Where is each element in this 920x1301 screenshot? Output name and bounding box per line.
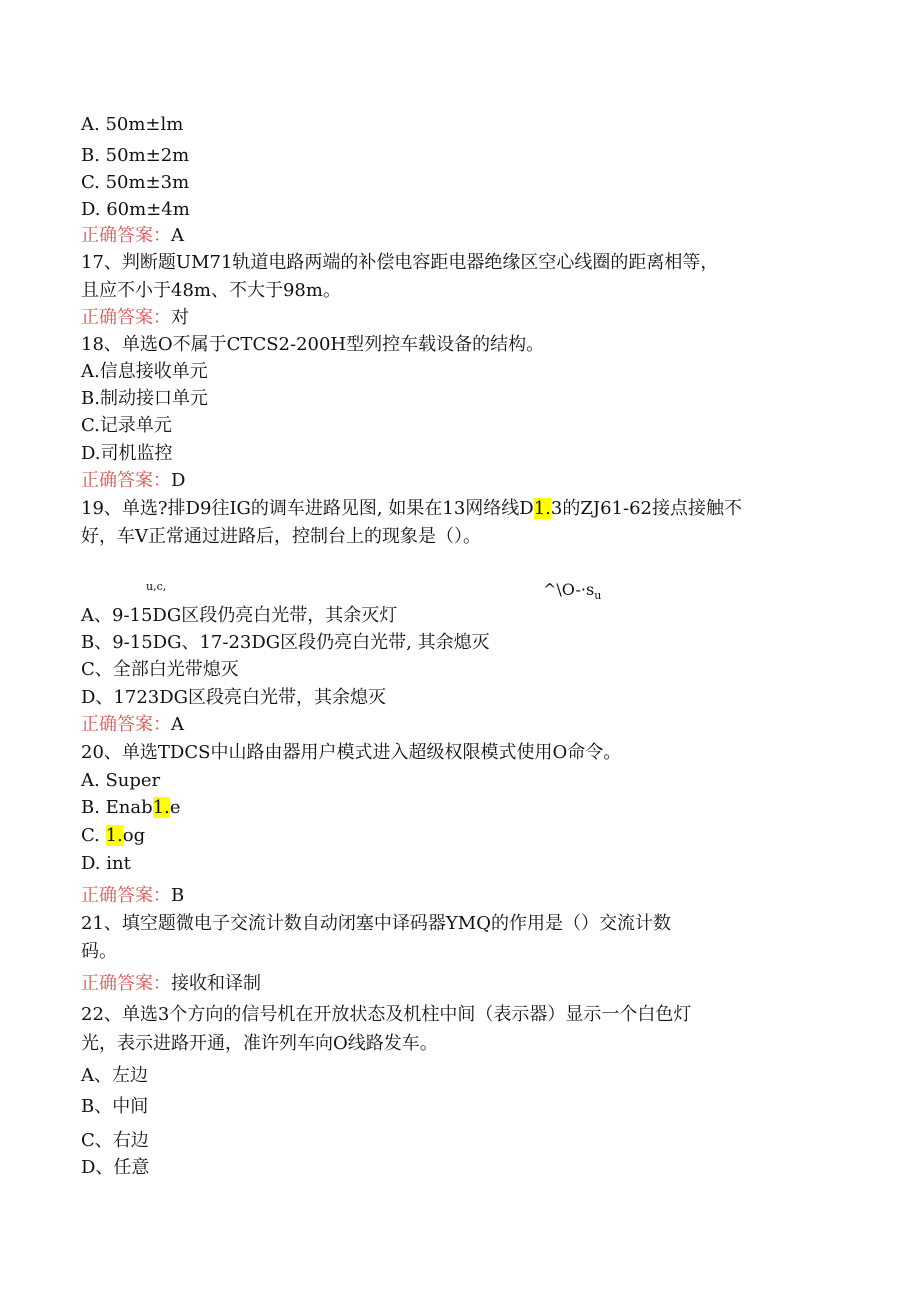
q21-stem-line1: 21、填空题微电子交流计数自动闭塞中译码器YMQ的作用是（）交流计数 xyxy=(81,913,671,934)
q19-stem-part: 3的ZJ61-62接点接触不 xyxy=(550,498,742,519)
q19-stem-line2: 好，车V正常通过进路后，控制台上的现象是（）。 xyxy=(81,526,481,547)
highlighted-text: 1. xyxy=(105,825,123,846)
option-text: og xyxy=(122,825,146,846)
answer-prefix: 正确答案： xyxy=(81,885,171,906)
q17-stem-line2: 且应不小于48m、不大于98m。 xyxy=(81,280,341,301)
q18-option-d: D.司机监控 xyxy=(81,443,173,464)
answer-prefix: 正确答案： xyxy=(81,973,171,994)
answer-value: D xyxy=(171,470,186,491)
q19-answer xyxy=(81,712,184,738)
q19-figure-label-right xyxy=(543,579,601,607)
answer-prefix: 正确答案： xyxy=(81,470,171,491)
q20-option-c xyxy=(81,823,145,849)
q16-option-b: B. 50m±2m xyxy=(81,145,190,166)
answer-prefix: 正确答案： xyxy=(81,714,171,735)
option-text: B. Enab xyxy=(81,797,153,818)
q17-stem-line1: 17、判断题UM71轨道电路两端的补偿电容距电器绝缘区空心线圈的距离相等， xyxy=(81,252,719,273)
highlighted-text: 1. xyxy=(533,498,551,519)
answer-value: B xyxy=(171,885,185,906)
q19-option-d: D、1723DG区段亮白光带，其余熄灭 xyxy=(81,687,387,708)
figure-label-subscript: u xyxy=(594,589,602,603)
option-text: e xyxy=(169,797,181,818)
q19-stem-line1 xyxy=(81,496,742,522)
q18-option-b: B.制动接口单元 xyxy=(81,388,208,409)
q22-stem-line1: 22、单选3个方向的信号机在开放状态及机柱中间（表示器）显示一个白色灯 xyxy=(81,1004,692,1025)
q20-answer xyxy=(81,883,184,909)
q16-answer xyxy=(81,223,184,249)
q22-stem-line2: 光，表示进路开通，准许列车向O线路发车。 xyxy=(81,1033,438,1054)
q20-option-b xyxy=(81,795,181,821)
q19-stem-part: 19、单选?排D9往IG的调车进路见图, 如果在13网络线D xyxy=(81,498,534,519)
q16-option-a: A. 50m±lm xyxy=(81,114,184,135)
q20-stem: 20、单选TDCS中山路由器用户模式进入超级权限模式使用O命令。 xyxy=(81,742,622,763)
q19-option-c: C、全部白光带熄灭 xyxy=(81,659,239,680)
answer-value: A xyxy=(171,225,184,246)
q21-answer xyxy=(81,971,261,997)
q18-option-a: A.信息接收单元 xyxy=(81,361,208,382)
q22-option-a: A、左边 xyxy=(81,1065,148,1086)
q16-option-c: C. 50m±3m xyxy=(81,172,190,193)
answer-value: 接收和译制 xyxy=(171,973,261,994)
q20-option-a: A. Super xyxy=(81,770,161,791)
q19-option-b: B、9-15DG、17-23DG区段仍亮白光带, 其余熄灭 xyxy=(81,632,490,653)
answer-prefix: 正确答案： xyxy=(81,225,171,246)
answer-value: 对 xyxy=(171,307,189,328)
q17-answer xyxy=(81,305,189,331)
option-text: C. xyxy=(81,825,106,846)
q18-stem: 18、单选O不属于CTCS2-200H型列控车载设备的结构。 xyxy=(81,334,545,355)
q20-option-d: D. int xyxy=(81,853,131,874)
answer-value: A xyxy=(171,714,184,735)
q18-answer xyxy=(81,468,185,494)
q21-stem-line2: 码。 xyxy=(81,941,117,962)
q19-option-a: A、9-15DG区段仍亮白光带，其余灭灯 xyxy=(81,605,398,626)
figure-label-text: ^\O-·s xyxy=(543,580,595,599)
highlighted-text: 1. xyxy=(152,797,170,818)
answer-prefix: 正确答案： xyxy=(81,307,171,328)
q19-figure-label-left: u,c, xyxy=(146,580,167,593)
q22-option-d: D、任意 xyxy=(81,1157,150,1178)
q18-option-c: C.记录单元 xyxy=(81,415,172,436)
q16-option-d: D. 60m±4m xyxy=(81,199,190,220)
q22-option-b: B、中间 xyxy=(81,1096,149,1117)
q22-option-c: C、右边 xyxy=(81,1130,149,1151)
